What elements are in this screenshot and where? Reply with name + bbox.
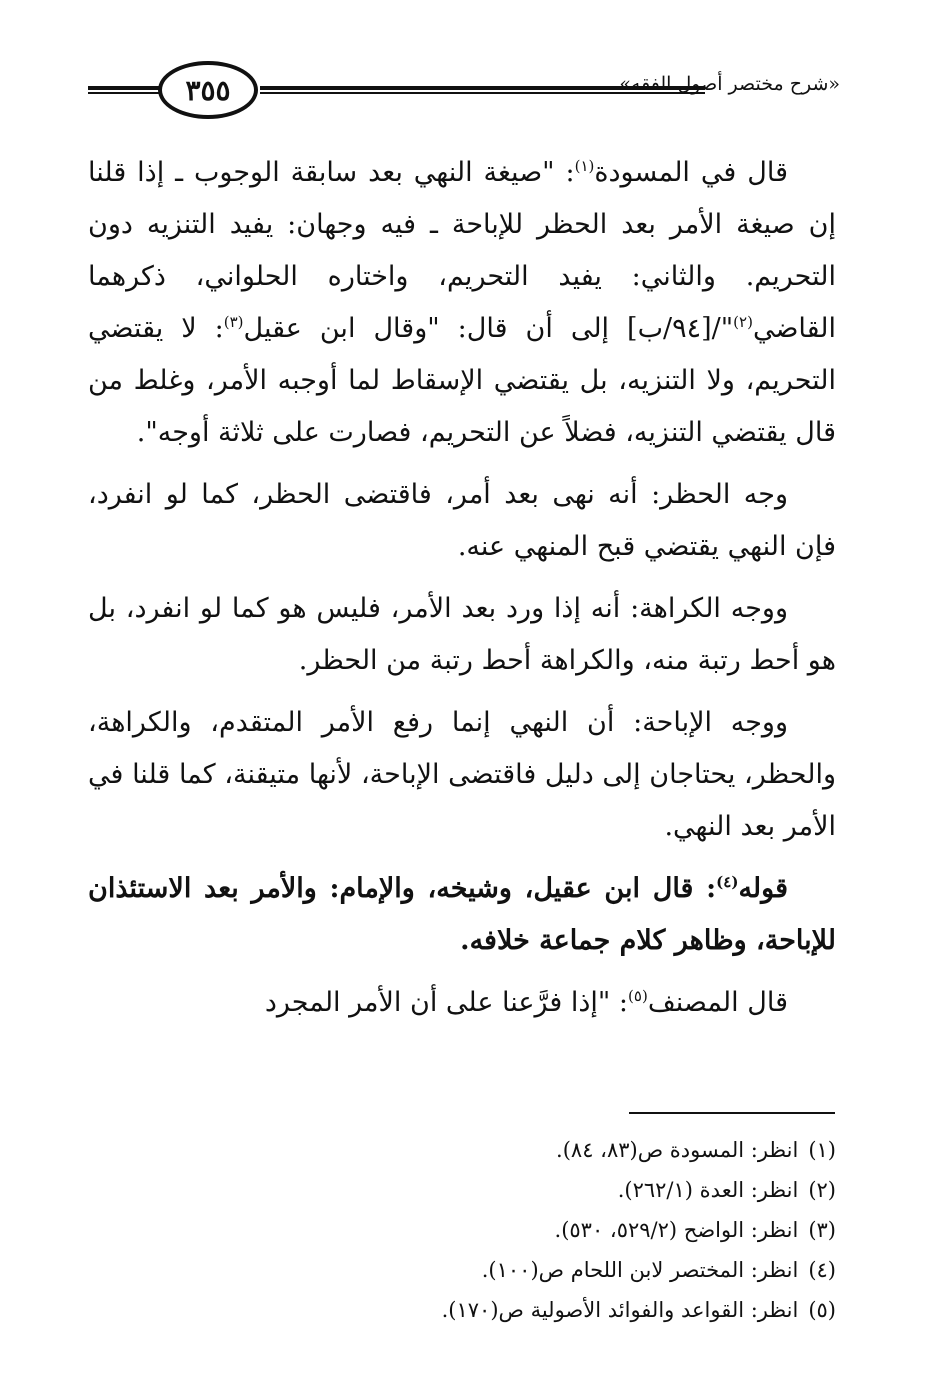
footnote-text: انظر: المختصر لابن اللحام ص(١٠٠). (481, 1258, 799, 1282)
paragraph-text: قوله (738, 873, 788, 904)
paragraph-text: "/[٩٤/ب] إلى أن قال: "وقال ابن عقيل (243, 313, 734, 344)
paragraph-text: ووجه الإباحة: أن النهي إنما رفع الأمر المتقدم، والكراهة، والحظر، يحتاجان إلى دليل فاقتضى الإباحة، لأنها متيقنة، كما قلنا في الأمر بعد النهي. (88, 707, 836, 842)
footnote-number: (٣) (808, 1218, 836, 1242)
footnote-text: انظر: العدة (٢٦٢/١). (617, 1178, 799, 1202)
paragraph (88, 147, 836, 459)
paragraph (88, 863, 836, 967)
paragraph-text: وجه الحظر: أنه نهى بعد أمر، فاقتضى الحظر، كما لو انفرد، فإن النهي يقتضي قبح المنهي عنه. (88, 479, 836, 562)
paragraph-text: : قال ابن عقيل، وشيخه، والإمام: والأمر بعد الاستئذان للإباحة، وظاهر كلام جماعة خلافه. (88, 873, 836, 956)
footnote-reference: (١) (574, 157, 595, 175)
footnote-reference: (٣) (223, 313, 244, 331)
footnote-number: (٤) (808, 1258, 836, 1282)
footnote-number: (٢) (808, 1178, 836, 1202)
book-title: «شرح مختصر أصول الفقه» (619, 73, 840, 95)
footnote (88, 1290, 836, 1330)
paragraph-text: : لا يقتضي التحريم، ولا التنزيه، بل يقتضي الإسقاط لما أوجبه الأمر، وغلط من قال يقتضي التنزيه، فضلاً عن التحريم، فصارت على ثلاثة أوجه". (88, 313, 836, 448)
paragraph (88, 583, 836, 687)
paragraph (88, 697, 836, 853)
footnote-reference: (٤) (716, 873, 739, 891)
footnote (88, 1170, 836, 1210)
paragraph-text: ووجه الكراهة: أنه إذا ورد بعد الأمر، فليس هو كما لو انفرد، بل هو أحط رتبة منه، والكراهة أحط رتبة من الحظر. (88, 593, 836, 676)
paragraph-text: قال في المسودة (594, 157, 788, 188)
footnote-separator (629, 1112, 835, 1114)
paragraph (88, 977, 836, 1029)
footnote-number: (٥) (808, 1298, 836, 1322)
footnote-text: انظر: القواعد والفوائد الأصولية ص(١٧٠). (441, 1298, 799, 1322)
paragraph-text: : "صيغة النهي بعد سابقة الوجوب ـ إذا قلنا إن صيغة الأمر بعد الحظر للإباحة ـ فيه وجهان: يفيد التنزيه دون التحريم. والثاني: يفيد التحريم، واختاره الحلواني، ذكرهما القاضي (88, 157, 836, 344)
page-number: ٣٥٥ (185, 73, 231, 107)
footnote (88, 1250, 836, 1290)
paragraph (88, 469, 836, 573)
paragraph-text: قال المصنف (647, 987, 788, 1018)
footnote-reference: (٥) (628, 987, 648, 1005)
page-header (88, 55, 840, 127)
footnote-number: (١) (808, 1138, 836, 1162)
main-text (88, 147, 836, 1039)
page-number-badge (158, 61, 258, 119)
footnote-text: انظر: المسودة ص(٨٣، ٨٤). (556, 1138, 799, 1162)
footnote (88, 1210, 836, 1250)
header-rule-left (88, 86, 160, 95)
paragraph-text: : "إذا فرَّعنا على أن الأمر المجرد (264, 987, 629, 1018)
footnote-reference: (٢) (733, 313, 753, 331)
footnotes (88, 1130, 836, 1330)
footnote-text: انظر: الواضح (٥٢٩/٢، ٥٣٠). (554, 1218, 799, 1242)
footnote (88, 1130, 836, 1170)
